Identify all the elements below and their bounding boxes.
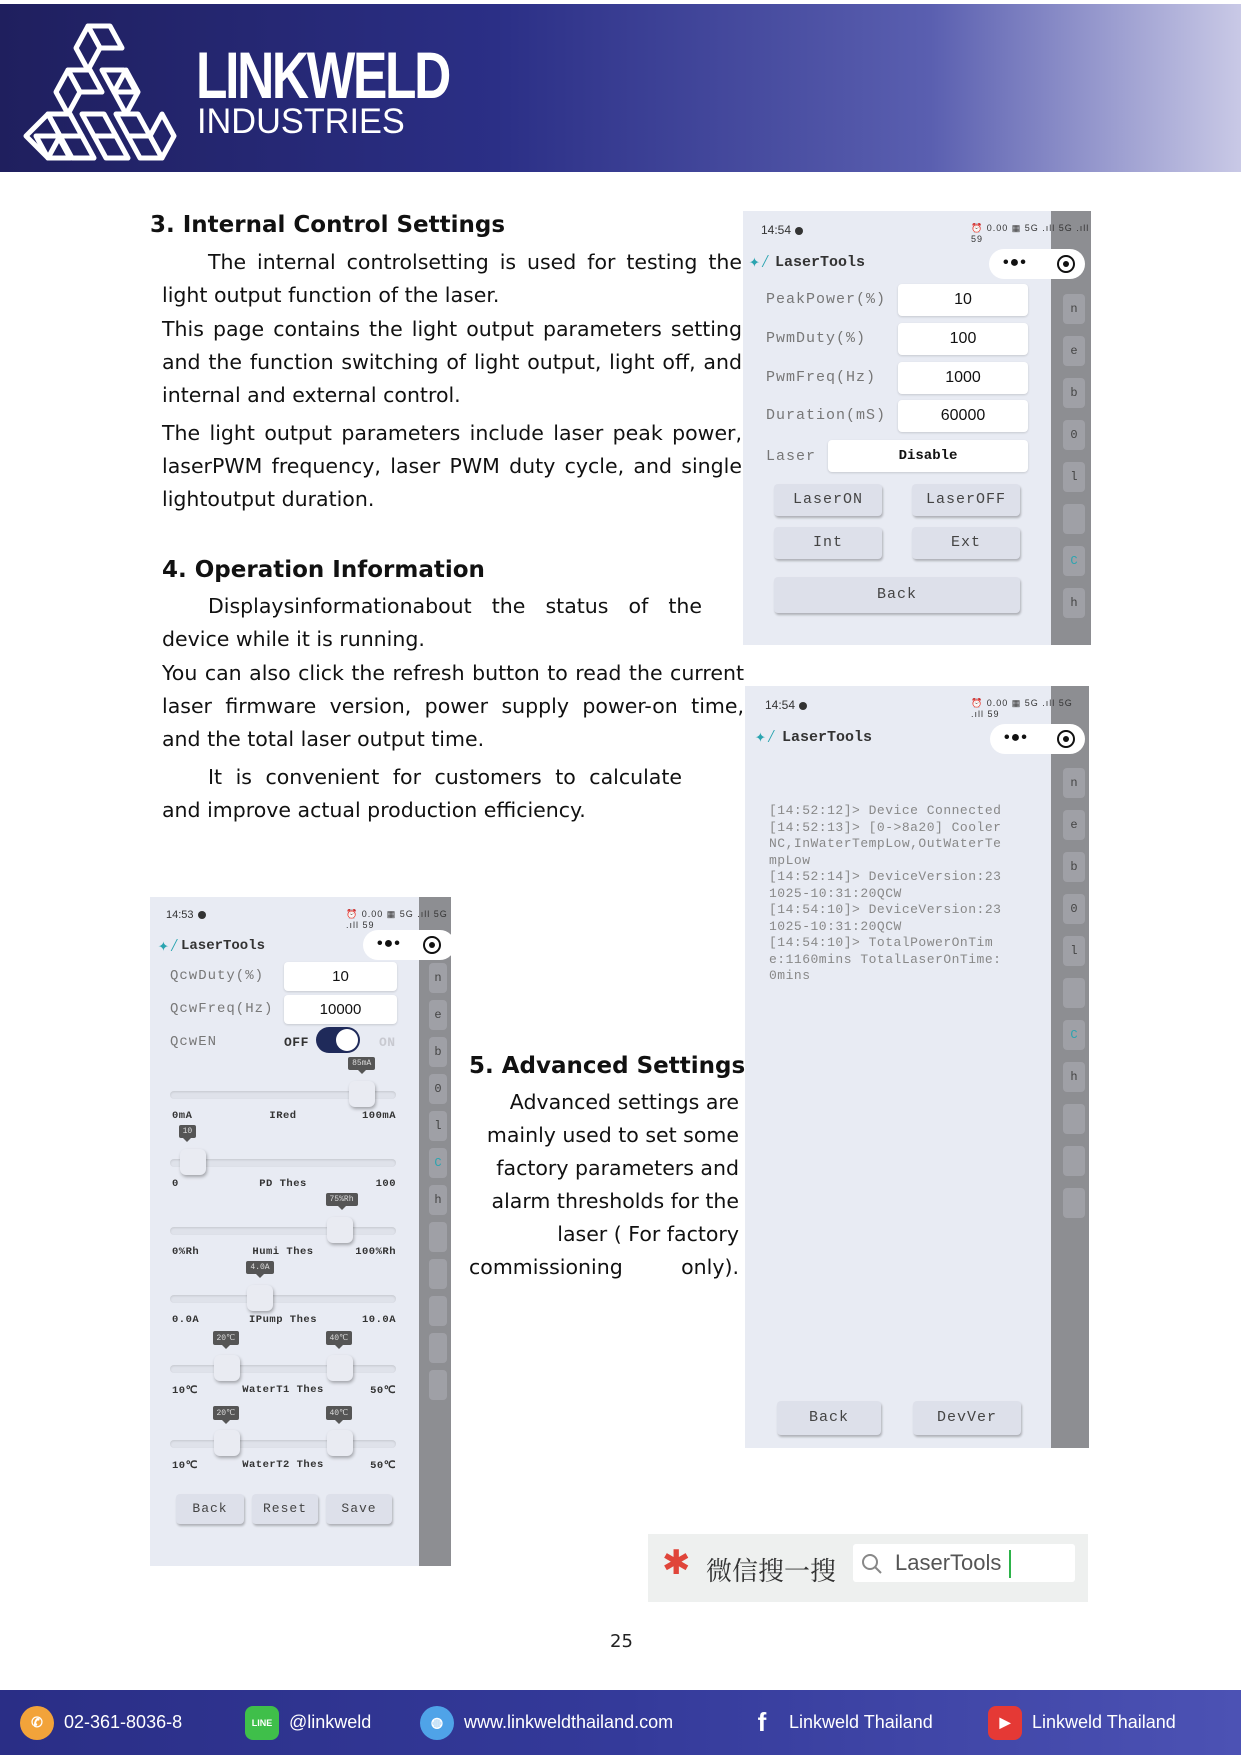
slider-min-label: 0mA [172, 1110, 193, 1122]
youtube-link[interactable]: Linkweld Thailand [1032, 1712, 1176, 1732]
facebook-link[interactable]: Linkweld Thailand [789, 1712, 933, 1732]
section-3-para-3: The light output parameters include laser peak power, laserPWM frequency, laser PWM duty cycle, and single lightoutput duration. [162, 421, 742, 511]
pwmduty-input[interactable]: 100 [898, 323, 1028, 355]
slider-thumb[interactable] [327, 1217, 353, 1243]
capsule-menu[interactable] [990, 724, 1085, 754]
section-3-title: 3. Internal Control Settings [150, 212, 506, 238]
slider-track[interactable] [170, 1440, 396, 1448]
slider-value-tooltip: 75%Rh [326, 1193, 358, 1206]
int-button[interactable]: Int [774, 527, 882, 559]
side-tab[interactable] [1063, 1188, 1085, 1218]
side-tab[interactable] [429, 1370, 447, 1400]
globe-icon: ◍ [420, 1706, 454, 1740]
section-4-title: 4. Operation Information [162, 557, 485, 583]
slider-thumb[interactable] [349, 1081, 375, 1107]
close-target-icon[interactable] [1057, 730, 1075, 748]
brand-name: LINKWELD [196, 38, 449, 112]
pwmfreq-input[interactable]: 1000 [898, 362, 1028, 394]
phone-internal-control [743, 211, 1091, 645]
close-target-icon[interactable] [1057, 255, 1075, 273]
laser-label: Laser [766, 448, 817, 465]
status-icons: ⏰ 0.00 ▦ 5G .ıll 5G .ıll 59 [971, 698, 1073, 719]
side-tab[interactable]: e [429, 1000, 447, 1030]
app-title: LaserTools [181, 938, 266, 954]
slider-value-tooltip: 40℃ [326, 1331, 353, 1345]
laser-icon: ✦⁄ [749, 253, 771, 273]
slider-thumb[interactable] [214, 1355, 240, 1381]
laser-on-button[interactable]: LaserON [774, 484, 882, 516]
side-tab[interactable] [1063, 1104, 1085, 1134]
line-id[interactable]: @linkweld [289, 1712, 372, 1732]
peakpower-input[interactable]: 10 [898, 284, 1028, 316]
ext-button[interactable]: Ext [912, 527, 1020, 559]
slider-name-label: IPump Thes [248, 1314, 317, 1326]
footer-phone[interactable] [20, 1690, 182, 1755]
back-button[interactable]: Back [176, 1494, 244, 1524]
more-dots-icon[interactable]: •●• [1001, 254, 1027, 272]
phone-icon: ✆ [20, 1706, 54, 1740]
slider-min-label: 10℃ [172, 1385, 198, 1397]
phone-operation-info [745, 686, 1089, 1448]
more-dots-icon[interactable]: •●• [1002, 729, 1028, 747]
text-cursor [1009, 1550, 1011, 1578]
side-tab[interactable]: n [1063, 768, 1085, 798]
section-3-para-1: The internal controlsetting is used for testing the light output function of the laser. [162, 250, 742, 307]
pwmfreq-label: PwmFreq(Hz) [766, 369, 877, 386]
slider-max-label: 50℃ [370, 1385, 396, 1397]
qcwduty-input[interactable]: 10 [284, 962, 397, 991]
side-tab[interactable]: 0 [429, 1074, 447, 1104]
footer-facebook[interactable] [745, 1690, 933, 1755]
duration-input[interactable]: 60000 [898, 400, 1028, 432]
side-tab[interactable]: 0 [1063, 420, 1085, 450]
capsule-menu[interactable] [989, 249, 1085, 279]
close-target-icon[interactable] [423, 936, 441, 954]
side-tab[interactable]: h [1063, 588, 1085, 618]
side-tab[interactable]: C [1063, 1020, 1085, 1050]
slider-thumb[interactable] [327, 1430, 353, 1456]
slider-thumb[interactable] [327, 1355, 353, 1381]
side-tab[interactable]: n [429, 963, 447, 993]
qcwfreq-label: QcwFreq(Hz) [170, 1001, 274, 1017]
section-4-para-3: It is convenient for customers to calculate and improve actual production efficiency. [162, 765, 682, 822]
side-tab[interactable]: l [1063, 936, 1085, 966]
slider-max-label: 100%Rh [355, 1246, 396, 1258]
linkweld-logo-icon [18, 18, 183, 163]
footer-line[interactable] [245, 1690, 371, 1755]
search-input[interactable] [853, 1544, 1075, 1582]
side-tab[interactable]: e [1063, 336, 1085, 366]
side-tab[interactable] [1063, 504, 1085, 534]
save-button[interactable]: Save [326, 1494, 392, 1524]
brand-subtitle: INDUSTRIES [197, 102, 405, 141]
qcwen-toggle[interactable] [316, 1027, 360, 1053]
qcwen-label: QcwEN [170, 1034, 218, 1050]
slider-name-label: Humi Thes [252, 1246, 314, 1258]
slider-track[interactable] [170, 1295, 396, 1303]
status-time: 14:53 [166, 909, 206, 921]
side-tab[interactable]: l [429, 1111, 447, 1141]
slider-value-tooltip: 20℃ [213, 1406, 240, 1420]
status-time: 14:54 [761, 223, 803, 237]
slider-min-label: 0.0A [172, 1314, 200, 1326]
status-icons: ⏰ 0.00 ▦ 5G .ıll 5G .ıll 59 [971, 223, 1090, 244]
slider-max-label: 100 [375, 1178, 396, 1190]
qcwfreq-input[interactable]: 10000 [284, 995, 397, 1024]
status-time: 14:54 [765, 698, 807, 712]
slider-value-tooltip: 10 [179, 1125, 197, 1138]
side-tab[interactable]: l [1063, 462, 1085, 492]
youtube-icon: ▶ [988, 1706, 1022, 1740]
page-number: 25 [610, 1631, 633, 1652]
devver-button[interactable]: DevVer [913, 1401, 1021, 1435]
slider-track[interactable] [170, 1365, 396, 1373]
side-tab[interactable] [429, 1259, 447, 1289]
back-button[interactable]: Back [777, 1401, 881, 1435]
side-tab[interactable]: h [1063, 1062, 1085, 1092]
laser-off-button[interactable]: LaserOFF [912, 484, 1020, 516]
qcwduty-label: QcwDuty(%) [170, 968, 265, 984]
phone-advanced-settings [150, 897, 451, 1566]
peakpower-label: PeakPower(%) [766, 291, 887, 308]
website-link[interactable]: www.linkweldthailand.com [464, 1712, 674, 1732]
side-tab[interactable]: b [1063, 852, 1085, 882]
section-3-para-2: This page contains the light output parameters setting and the function switching of light output, light off, and internal and external control. [162, 317, 742, 407]
side-tab[interactable]: e [1063, 810, 1085, 840]
side-tab[interactable] [429, 1222, 447, 1252]
slider-value-tooltip: 40℃ [326, 1406, 353, 1420]
slider-name-label: PD Thes [259, 1178, 307, 1190]
slider-name-label: WaterT2 Thes [242, 1459, 324, 1471]
pwmduty-label: PwmDuty(%) [766, 330, 867, 347]
slider-name-label: IRed [269, 1110, 297, 1122]
capsule-menu[interactable] [363, 930, 451, 960]
toggle-knob [336, 1029, 358, 1051]
toggle-on-label: ON [379, 1035, 396, 1050]
slider-thumb[interactable] [247, 1285, 273, 1311]
side-tab[interactable]: 0 [1063, 894, 1085, 924]
side-tab[interactable] [1063, 978, 1085, 1008]
side-tab[interactable] [429, 1296, 447, 1326]
wechat-search-banner [648, 1534, 1088, 1602]
app-title: LaserTools [782, 729, 873, 746]
search-query: LaserTools [895, 1550, 1002, 1575]
search-icon [861, 1553, 883, 1575]
section-5-para-1: Advanced settings are mainly used to set some factory parameters and alarm thresholds for the laser ( For factory commissioning only). [469, 1090, 739, 1279]
side-tab[interactable]: b [1063, 378, 1085, 408]
side-tab[interactable]: h [429, 1185, 447, 1215]
slider-min-label: 0 [172, 1178, 179, 1190]
section-4-para-1: Displaysinformationabout the status of the device while it is running. [162, 594, 702, 651]
footer-website[interactable] [420, 1690, 673, 1755]
more-dots-icon[interactable]: •●• [375, 935, 401, 953]
header-banner [0, 4, 1241, 172]
app-title: LaserTools [775, 254, 866, 271]
side-tab[interactable]: n [1063, 294, 1085, 324]
section-5-title: 5. Advanced Settings [469, 1053, 746, 1079]
facebook-icon: f [757, 1707, 767, 1737]
slider-value-tooltip: 20℃ [213, 1331, 240, 1345]
slider-thumb[interactable] [214, 1430, 240, 1456]
slider-value-tooltip: 85mA [348, 1057, 375, 1070]
side-tab[interactable]: C [429, 1148, 447, 1178]
status-icons: ⏰ 0.00 ▦ 5G .ıll 5G .ıll 59 [346, 909, 448, 930]
device-log: [14:52:12]> Device Connected [14:52:13]> [0->8a20] Cooler NC,InWaterTempLow,OutWaterTe mpLow [14:52:14]> DeviceVersion:23 1025-10:31:20QCW [14:54:10]> DeviceVersion:23 1025-10:31:20QCW [14:54:10]> TotalPowerOnTim e:1160mins TotalLaserOnTime: 0mins [769, 803, 1002, 983]
wechat-search-label: 微信搜一搜 [706, 1557, 837, 1587]
phone-number[interactable]: 02-361-8036-8 [64, 1712, 183, 1732]
slider-max-label: 10.0A [361, 1314, 396, 1326]
slider-max-label: 50℃ [370, 1460, 396, 1472]
footer-bar [0, 1690, 1241, 1755]
slider-track[interactable] [170, 1227, 396, 1235]
section-4-para-2: You can also click the refresh button to read the current laser firmware version, power supply power-on time, and the total laser output time. [162, 661, 744, 751]
slider-max-label: 100mA [361, 1110, 396, 1122]
side-tab[interactable] [1063, 1146, 1085, 1176]
laser-icon: ✦⁄ [755, 728, 777, 748]
wechat-search-logo-icon: ✱ [662, 1543, 691, 1583]
reset-button[interactable]: Reset [252, 1494, 318, 1524]
slider-name-label: WaterT1 Thes [242, 1384, 324, 1396]
footer-youtube[interactable] [988, 1690, 1176, 1755]
duration-label: Duration(mS) [766, 407, 887, 424]
back-button[interactable]: Back [774, 577, 1020, 613]
line-icon: LINE [245, 1706, 279, 1740]
slider-thumb[interactable] [180, 1149, 206, 1175]
laser-icon: ✦⁄ [158, 937, 180, 957]
slider-min-label: 0%Rh [172, 1246, 200, 1258]
laser-status-field[interactable]: Disable [828, 440, 1028, 472]
side-tab[interactable] [429, 1333, 447, 1363]
slider-min-label: 10℃ [172, 1460, 198, 1472]
side-tab[interactable]: C [1063, 546, 1085, 576]
slider-value-tooltip: 4.0A [246, 1261, 273, 1274]
side-tab[interactable]: b [429, 1037, 447, 1067]
toggle-off-label: OFF [284, 1035, 309, 1050]
